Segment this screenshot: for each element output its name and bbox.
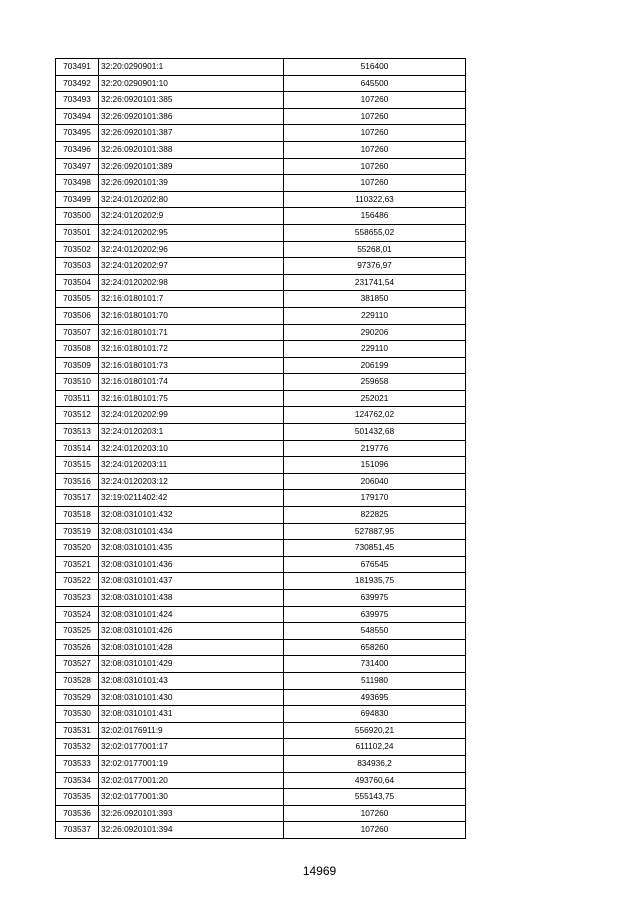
value-cell: 107260: [284, 175, 466, 192]
value-cell: 676545: [284, 556, 466, 573]
cadastral-number-cell: 32:16:0180101:75: [99, 390, 284, 407]
value-cell: 493760,64: [284, 772, 466, 789]
cadastral-number-cell: 32:26:0920101:386: [99, 108, 284, 125]
row-number-cell: 703493: [56, 92, 99, 109]
table-row: [56, 473, 466, 490]
row-number-cell: 703495: [56, 125, 99, 142]
value-cell: 527887,95: [284, 523, 466, 540]
value-cell: 834936,2: [284, 755, 466, 772]
value-cell: 124762,02: [284, 407, 466, 424]
cadastral-number-cell: 32:08:0310101:430: [99, 689, 284, 706]
cadastral-number-cell: 32:26:0920101:393: [99, 805, 284, 822]
cadastral-number-cell: 32:24:0120202:95: [99, 224, 284, 241]
row-number-cell: 703514: [56, 440, 99, 457]
value-cell: 730851,45: [284, 540, 466, 557]
value-cell: 107260: [284, 141, 466, 158]
table-row: [56, 656, 466, 673]
value-cell: 107260: [284, 158, 466, 175]
table-row: [56, 739, 466, 756]
cadastral-number-cell: 32:24:0120202:9: [99, 208, 284, 225]
cadastral-value-table: [55, 58, 466, 839]
table-row: [56, 573, 466, 590]
row-number-cell: 703535: [56, 789, 99, 806]
cadastral-number-cell: 32:24:0120203:12: [99, 473, 284, 490]
table-row: [56, 274, 466, 291]
row-number-cell: 703499: [56, 191, 99, 208]
cadastral-number-cell: 32:08:0310101:434: [99, 523, 284, 540]
cadastral-number-cell: 32:08:0310101:429: [99, 656, 284, 673]
row-number-cell: 703516: [56, 473, 99, 490]
row-number-cell: 703526: [56, 639, 99, 656]
table-row: [56, 191, 466, 208]
row-number-cell: 703513: [56, 424, 99, 441]
value-cell: 252021: [284, 390, 466, 407]
row-number-cell: 703524: [56, 606, 99, 623]
page-number: 14969: [302, 864, 337, 878]
table-row: [56, 175, 466, 192]
value-cell: 516400: [284, 59, 466, 76]
table-row: [56, 606, 466, 623]
row-number-cell: 703510: [56, 374, 99, 391]
value-cell: 97376,97: [284, 258, 466, 275]
cadastral-number-cell: 32:16:0180101:70: [99, 307, 284, 324]
value-cell: 259658: [284, 374, 466, 391]
cadastral-number-cell: 32:16:0180101:74: [99, 374, 284, 391]
cadastral-number-cell: 32:20:0290901:10: [99, 75, 284, 92]
value-cell: 156486: [284, 208, 466, 225]
cadastral-number-cell: 32:19:0211402:42: [99, 490, 284, 507]
cadastral-number-cell: 32:26:0920101:389: [99, 158, 284, 175]
cadastral-number-cell: 32:26:0920101:394: [99, 822, 284, 839]
row-number-cell: 703505: [56, 291, 99, 308]
value-cell: 511980: [284, 672, 466, 689]
row-number-cell: 703527: [56, 656, 99, 673]
row-number-cell: 703523: [56, 590, 99, 607]
cadastral-number-cell: 32:20:0290901:1: [99, 59, 284, 76]
cadastral-number-cell: 32:26:0920101:388: [99, 141, 284, 158]
value-cell: 219776: [284, 440, 466, 457]
cadastral-number-cell: 32:16:0180101:71: [99, 324, 284, 341]
table-row: [56, 507, 466, 524]
cadastral-number-cell: 32:08:0310101:426: [99, 623, 284, 640]
cadastral-number-cell: 32:16:0180101:72: [99, 341, 284, 358]
row-number-cell: 703515: [56, 457, 99, 474]
row-number-cell: 703528: [56, 672, 99, 689]
value-cell: 548550: [284, 623, 466, 640]
value-cell: 645500: [284, 75, 466, 92]
row-number-cell: 703533: [56, 755, 99, 772]
table-row: [56, 208, 466, 225]
table-row: [56, 689, 466, 706]
table-body: [56, 59, 466, 839]
cadastral-number-cell: 32:08:0310101:428: [99, 639, 284, 656]
row-number-cell: 703532: [56, 739, 99, 756]
cadastral-number-cell: 32:08:0310101:435: [99, 540, 284, 557]
row-number-cell: 703500: [56, 208, 99, 225]
cadastral-number-cell: 32:16:0180101:73: [99, 357, 284, 374]
value-cell: 181935,75: [284, 573, 466, 590]
cadastral-number-cell: 32:24:0120202:96: [99, 241, 284, 258]
row-number-cell: 703498: [56, 175, 99, 192]
row-number-cell: 703519: [56, 523, 99, 540]
value-cell: 229110: [284, 307, 466, 324]
row-number-cell: 703536: [56, 805, 99, 822]
cadastral-number-cell: 32:16:0180101:7: [99, 291, 284, 308]
cadastral-number-cell: 32:26:0920101:387: [99, 125, 284, 142]
table-row: [56, 805, 466, 822]
table-row: [56, 672, 466, 689]
table-row: [56, 490, 466, 507]
row-number-cell: 703506: [56, 307, 99, 324]
cadastral-number-cell: 32:24:0120203:1: [99, 424, 284, 441]
row-number-cell: 703525: [56, 623, 99, 640]
cadastral-number-cell: 32:08:0310101:43: [99, 672, 284, 689]
row-number-cell: 703512: [56, 407, 99, 424]
table-row: [56, 407, 466, 424]
table-row: [56, 590, 466, 607]
table-row: [56, 241, 466, 258]
table-row: [56, 341, 466, 358]
cadastral-number-cell: 32:08:0310101:437: [99, 573, 284, 590]
table-row: [56, 390, 466, 407]
table-row: [56, 755, 466, 772]
row-number-cell: 703534: [56, 772, 99, 789]
cadastral-number-cell: 32:24:0120203:11: [99, 457, 284, 474]
table-row: [56, 540, 466, 557]
value-cell: 107260: [284, 108, 466, 125]
value-cell: 231741,54: [284, 274, 466, 291]
value-cell: 151096: [284, 457, 466, 474]
row-number-cell: 703521: [56, 556, 99, 573]
cadastral-number-cell: 32:26:0920101:39: [99, 175, 284, 192]
cadastral-number-cell: 32:08:0310101:436: [99, 556, 284, 573]
row-number-cell: 703518: [56, 507, 99, 524]
value-cell: 206199: [284, 357, 466, 374]
row-number-cell: 703508: [56, 341, 99, 358]
row-number-cell: 703511: [56, 390, 99, 407]
row-number-cell: 703530: [56, 706, 99, 723]
cadastral-number-cell: 32:24:0120202:99: [99, 407, 284, 424]
table-row: [56, 125, 466, 142]
table-row: [56, 258, 466, 275]
value-cell: 731400: [284, 656, 466, 673]
table-row: [56, 224, 466, 241]
table-row: [56, 75, 466, 92]
value-cell: 107260: [284, 125, 466, 142]
cadastral-number-cell: 32:02:0177001:20: [99, 772, 284, 789]
row-number-cell: 703529: [56, 689, 99, 706]
row-number-cell: 703496: [56, 141, 99, 158]
row-number-cell: 703494: [56, 108, 99, 125]
table-row: [56, 324, 466, 341]
value-cell: 558655,02: [284, 224, 466, 241]
cadastral-number-cell: 32:24:0120202:80: [99, 191, 284, 208]
table-row: [56, 141, 466, 158]
cadastral-number-cell: 32:02:0177001:30: [99, 789, 284, 806]
table-row: [56, 523, 466, 540]
cadastral-number-cell: 32:08:0310101:432: [99, 507, 284, 524]
cadastral-number-cell: 32:02:0176911:9: [99, 722, 284, 739]
table-row: [56, 158, 466, 175]
cadastral-number-cell: 32:08:0310101:431: [99, 706, 284, 723]
row-number-cell: 703497: [56, 158, 99, 175]
value-cell: 107260: [284, 805, 466, 822]
row-number-cell: 703520: [56, 540, 99, 557]
value-cell: 229110: [284, 341, 466, 358]
table-row: [56, 307, 466, 324]
value-cell: 658260: [284, 639, 466, 656]
value-cell: 694830: [284, 706, 466, 723]
cadastral-number-cell: 32:24:0120202:98: [99, 274, 284, 291]
value-cell: 639975: [284, 590, 466, 607]
table-row: [56, 424, 466, 441]
table-row: [56, 772, 466, 789]
row-number-cell: 703509: [56, 357, 99, 374]
row-number-cell: 703522: [56, 573, 99, 590]
cadastral-number-cell: 32:24:0120203:10: [99, 440, 284, 457]
value-cell: 611102,24: [284, 739, 466, 756]
cadastral-number-cell: 32:08:0310101:438: [99, 590, 284, 607]
table-row: [56, 722, 466, 739]
row-number-cell: 703492: [56, 75, 99, 92]
table-row: [56, 639, 466, 656]
value-cell: 179170: [284, 490, 466, 507]
value-cell: 55268,01: [284, 241, 466, 258]
value-cell: 206040: [284, 473, 466, 490]
value-cell: 639975: [284, 606, 466, 623]
table-row: [56, 457, 466, 474]
row-number-cell: 703537: [56, 822, 99, 839]
cadastral-number-cell: 32:24:0120202:97: [99, 258, 284, 275]
value-cell: 555143,75: [284, 789, 466, 806]
cadastral-number-cell: 32:26:0920101:385: [99, 92, 284, 109]
table-row: [56, 706, 466, 723]
row-number-cell: 703517: [56, 490, 99, 507]
row-number-cell: 703531: [56, 722, 99, 739]
value-cell: 822825: [284, 507, 466, 524]
table-row: [56, 291, 466, 308]
value-cell: 107260: [284, 92, 466, 109]
value-cell: 110322,63: [284, 191, 466, 208]
table-row: [56, 92, 466, 109]
table-row: [56, 556, 466, 573]
cadastral-number-cell: 32:08:0310101:424: [99, 606, 284, 623]
table-row: [56, 59, 466, 76]
row-number-cell: 703491: [56, 59, 99, 76]
table-row: [56, 822, 466, 839]
row-number-cell: 703501: [56, 224, 99, 241]
cadastral-number-cell: 32:02:0177001:17: [99, 739, 284, 756]
value-cell: 556920,21: [284, 722, 466, 739]
row-number-cell: 703502: [56, 241, 99, 258]
table-row: [56, 623, 466, 640]
table-row: [56, 108, 466, 125]
value-cell: 381850: [284, 291, 466, 308]
table-row: [56, 440, 466, 457]
value-cell: 501432,68: [284, 424, 466, 441]
value-cell: 493695: [284, 689, 466, 706]
table-row: [56, 374, 466, 391]
table-row: [56, 789, 466, 806]
row-number-cell: 703507: [56, 324, 99, 341]
table-row: [56, 357, 466, 374]
value-cell: 290206: [284, 324, 466, 341]
cadastral-number-cell: 32:02:0177001:19: [99, 755, 284, 772]
row-number-cell: 703503: [56, 258, 99, 275]
row-number-cell: 703504: [56, 274, 99, 291]
value-cell: 107260: [284, 822, 466, 839]
